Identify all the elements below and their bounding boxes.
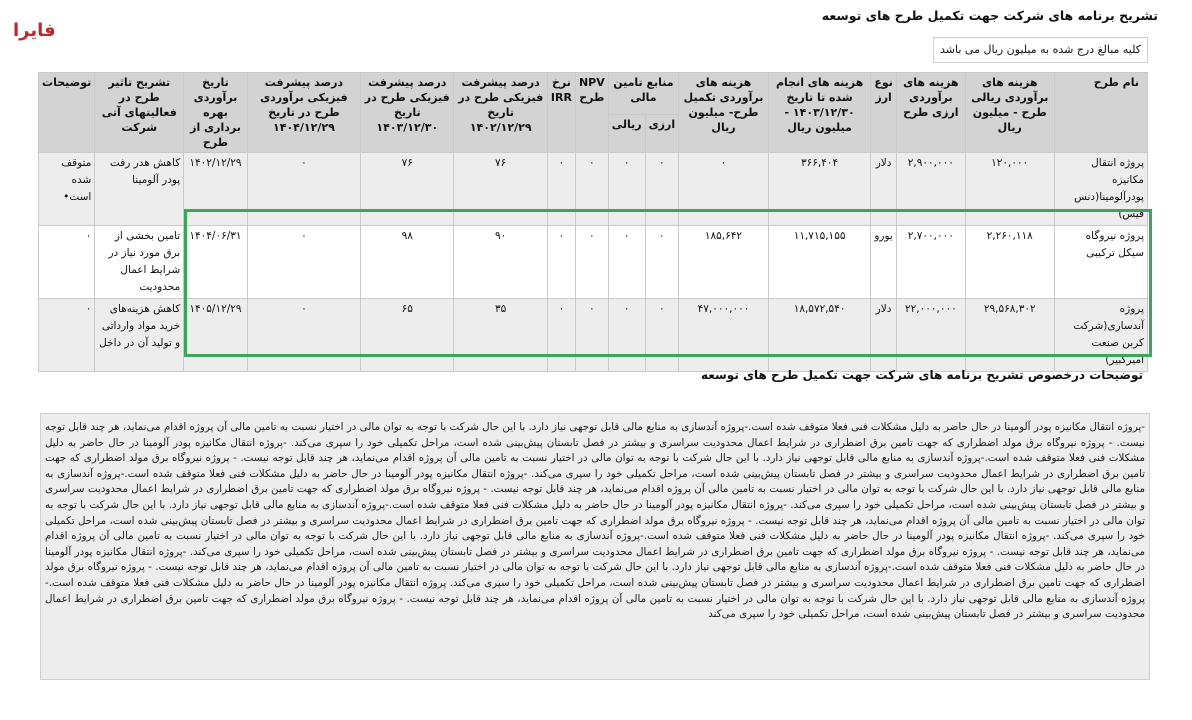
header-name: نام طرح xyxy=(1054,73,1147,153)
cell-fx-cost: ۲۲,۰۰۰,۰۰۰ xyxy=(896,299,965,372)
header-funding: منابع تامین مالی xyxy=(608,73,678,115)
cell-rial-cost: ۲,۲۶۰,۱۱۸ xyxy=(965,226,1054,299)
cell-progress-est: ۰ xyxy=(247,299,360,372)
header-fx-cost: هزینه های برآوردی ارزی طرح xyxy=(896,73,965,153)
cell-npv: ۰ xyxy=(575,153,608,226)
cell-name: پروژه نیروگاه سیکل ترکیبی xyxy=(1054,226,1147,299)
cell-fx-cost: ۲,۷۰۰,۰۰۰ xyxy=(896,226,965,299)
cell-operation-date: ۱۴۰۵/۱۲/۲۹ xyxy=(184,299,248,372)
header-npv: NPV طرح xyxy=(575,73,608,153)
cell-spent: ۱۱,۷۱۵,۱۵۵ xyxy=(768,226,870,299)
cell-name: پروژه آندساری(شرکت کربن صنعت امیرکبیر) xyxy=(1054,299,1147,372)
cell-funding-rial: ۰ xyxy=(608,153,645,226)
cell-progress-1403: ۷۶ xyxy=(361,153,454,226)
header-completion-cost: هزینه های برآوردی تکمیل طرح- میلیون ریال xyxy=(679,73,769,153)
header-spent: هزینه های انجام شده تا تاریخ ۱۴۰۳/۱۲/۳۰ - میلیون ریال xyxy=(768,73,870,153)
cell-npv: ۰ xyxy=(575,299,608,372)
cell-funding-rial: ۰ xyxy=(608,226,645,299)
cell-npv: ۰ xyxy=(575,226,608,299)
header-impact: تشریح تاثیر طرح در فعالیتهای آتی شرکت xyxy=(95,73,184,153)
header-irr: نرخ IRR xyxy=(547,73,575,153)
cell-irr: ۰ xyxy=(547,226,575,299)
cell-progress-1402: ۷۶ xyxy=(454,153,547,226)
cell-impact: کاهش هدر رفت پودر آلومینا xyxy=(95,153,184,226)
cell-completion-cost: ۰ xyxy=(679,153,769,226)
cell-rial-cost: ۱۲۰,۰۰۰ xyxy=(965,153,1054,226)
cell-notes: متوقف شده است• xyxy=(39,153,95,226)
cell-currency: یورو xyxy=(871,226,897,299)
cell-impact: تامین بخشی از برق مورد نیاز در شرایط اعمال محدودیت xyxy=(95,226,184,299)
cell-progress-1403: ۶۵ xyxy=(361,299,454,372)
header-funding-fx: ارزی xyxy=(645,115,679,153)
header-rial-cost: هزینه های برآوردی ریالی طرح - میلیون ریال xyxy=(965,73,1054,153)
cell-notes: ۰ xyxy=(39,226,95,299)
description-text: -پروژه انتقال مکانیزه پودر آلومینا در حال حاضر به دلیل مشکلات فنی فعلا متوقف شده است.-پروژه آندسازی به منابع مالی قابل توجهی نیاز دارد. با این حال شرکت با توجه به توان مالی در اختیار نسبت به تامین مالی آن پروژه اقدام می‌نماید، هر چند قابل توجه نیست. - پروژه نیروگاه برق مولد اضطراری که جهت تامین برق اضطراری در شرایط اعمال محدودیت سراسری و بیشتر در فصل تابستان پیش‌بینی شده است، مراحل تکمیلی خود را سپری می‌کند. -پروژه انتقال مکانیزه پودر آلومینا در حال حاضر به دلیل مشکلات فنی فعلا متوقف شده است.-پروژه آندسازی به منابع مالی قابل توجهی نیاز دارد. با این حال شرکت با توجه به توان مالی در اختیار نسبت به تامین مالی آن پروژه اقدام می‌نماید، هر چند قابل توجه نیست. - پروژه نیروگاه برق مولد اضطراری که جهت تامین برق اضطراری در شرایط اعمال محدودیت سراسری و بیشتر در فصل تابستان پیش‌بینی شده است، مراحل تکمیلی خود را سپری می‌کند. -پروژه انتقال مکانیزه پودر آلومینا در حال حاضر به دلیل مشکلات فنی فعلا متوقف شده است.-پروژه آندسازی به منابع مالی قابل توجهی نیاز دارد. با این حال شرکت با توجه به توان مالی در اختیار نسبت به تامین مالی آن پروژه اقدام می‌نماید، هر چند قابل توجه نیست. - پروژه نیروگاه برق مولد اضطراری که جهت تامین برق اضطراری در شرایط اعمال محدودیت سراسری و بیشتر در فصل تابستان پیش‌بینی شده است، مراحل تکمیلی خود را سپری می‌کند. -پروژه انتقال مکانیزه پودر آلومینا در حال حاضر به دلیل مشکلات فنی فعلا متوقف شده است.-پروژه آندسازی به منابع مالی قابل توجهی نیاز دارد. با این حال شرکت با توجه به توان مالی در اختیار نسبت به تامین مالی آن پروژه اقدام می‌نماید، هر چند قابل توجه نیست. - پروژه نیروگاه برق مولد اضطراری که جهت تامین برق اضطراری در شرایط اعمال محدودیت سراسری و بیشتر در فصل تابستان پیش‌بینی شده است، مراحل تکمیلی خود را سپری می‌کند. -پروژه انتقال مکانیزه پودر آلومینا در حال حاضر به دلیل مشکلات فنی فعلا متوقف شده است.-پروژه آندسازی به منابع مالی قابل توجهی نیاز دارد. با این حال شرکت با توجه به توان مالی در اختیار نسبت به تامین مالی آن پروژه اقدام می‌نماید، هر چند قابل توجه نیست. - پروژه نیروگاه برق مولد اضطراری که جهت تامین برق اضطراری در شرایط اعمال محدودیت سراسری و بیشتر در فصل تابستان پیش‌بینی شده است، مراحل تکمیلی خود را سپری می‌کند. -پروژه انتقال مکانیزه پودر آلومینا در حال حاضر به دلیل مشکلات فنی فعلا متوقف شده است.-پروژه آندسازی به منابع مالی قابل توجهی نیاز دارد. با این حال شرکت با توجه به توان مالی در اختیار نسبت به تامین مالی آن پروژه اقدام می‌نماید، هر چند قابل توجه نیست. - پروژه نیروگاه برق مولد اضطراری که جهت تامین برق اضطراری در شرایط اعمال محدودیت سراسری و بیشتر در فصل تابستان پیش‌بینی شده است، مراحل تکمیلی خود را سپری می‌کند. پروژه انتقال مکانیزه پودر آلومینا در حال حاضر به دلیل مشکلات فنی فعلا متوقف شده است.-پروژه آندسازی به منابع مالی قابل توجهی نیاز دارد. با این حال شرکت با توجه به توان مالی در اختیار نسبت به تامین مالی آن پروژه اقدام می‌نماید، هر چند قابل توجه نیست. - پروژه نیروگاه برق مولد اضطراری که جهت تامین برق اضطراری در شرایط اعمال محدودیت سراسری و بیشتر در فصل تابستان پیش‌بینی شده است، مراحل تکمیلی خود را سپری می‌کند xyxy=(40,413,1150,680)
brand-logo: فایرا xyxy=(13,20,56,41)
cell-spent: ۱۸,۵۷۲,۵۴۰ xyxy=(768,299,870,372)
header-progress-1403: درصد پیشرفت فیزیکی طرح در تاریخ ۱۴۰۳/۱۲/۳۰ xyxy=(361,73,454,153)
header-funding-rial: ریالی xyxy=(608,115,645,153)
cell-irr: ۰ xyxy=(547,153,575,226)
cell-progress-1403: ۹۸ xyxy=(361,226,454,299)
units-note: کلیه مبالغ درج شده به میلیون ریال می باشد xyxy=(933,37,1148,63)
cell-currency: دلار xyxy=(871,153,897,226)
cell-fx-cost: ۲,۹۰۰,۰۰۰ xyxy=(896,153,965,226)
cell-spent: ۳۶۶,۴۰۴ xyxy=(768,153,870,226)
cell-funding-fx: ۰ xyxy=(645,299,679,372)
cell-notes: ۰ xyxy=(39,299,95,372)
table-row xyxy=(39,226,1148,299)
cell-currency: دلار xyxy=(871,299,897,372)
table-row xyxy=(39,299,1148,372)
cell-operation-date: ۱۴۰۴/۰۶/۳۱ xyxy=(184,226,248,299)
cell-irr: ۰ xyxy=(547,299,575,372)
cell-completion-cost: ۴۷,۰۰۰,۰۰۰ xyxy=(679,299,769,372)
cell-name: پروژه انتقال مکانیزه پودرآلومینا(دنس فیس) xyxy=(1054,153,1147,226)
header-currency: نوع ارز xyxy=(871,73,897,153)
cell-funding-rial: ۰ xyxy=(608,299,645,372)
description-title: توضیحات درخصوص تشریح برنامه های شرکت جهت تکمیل طرح های توسعه xyxy=(700,368,1143,382)
cell-progress-1402: ۳۵ xyxy=(454,299,547,372)
cell-progress-est: ۰ xyxy=(247,226,360,299)
cell-impact: کاهش هزینه‌های خرید مواد وارداتی و تولید آن در داخل xyxy=(95,299,184,372)
header-progress-est: درصد پیشرفت فیزیکی برآوردی طرح در تاریخ ۱۴۰۴/۱۲/۲۹ xyxy=(247,73,360,153)
cell-operation-date: ۱۴۰۲/۱۲/۲۹ xyxy=(184,153,248,226)
header-progress-1402: درصد پیشرفت فیزیکی طرح در تاریخ ۱۴۰۲/۱۲/۲۹ xyxy=(454,73,547,153)
header-operation-date: تاریخ برآوردی بهره برداری از طرح xyxy=(184,73,248,153)
cell-progress-est: ۰ xyxy=(247,153,360,226)
table-row xyxy=(39,153,1148,226)
cell-progress-1402: ۹۰ xyxy=(454,226,547,299)
cell-completion-cost: ۱۸۵,۶۴۲ xyxy=(679,226,769,299)
page-title: تشریح برنامه های شرکت جهت تکمیل طرح های توسعه xyxy=(821,8,1158,23)
cell-rial-cost: ۲۹,۵۶۸,۳۰۲ xyxy=(965,299,1054,372)
cell-funding-fx: ۰ xyxy=(645,153,679,226)
development-plans-table xyxy=(38,72,1148,372)
cell-funding-fx: ۰ xyxy=(645,226,679,299)
header-notes: توضیحات xyxy=(39,73,95,153)
